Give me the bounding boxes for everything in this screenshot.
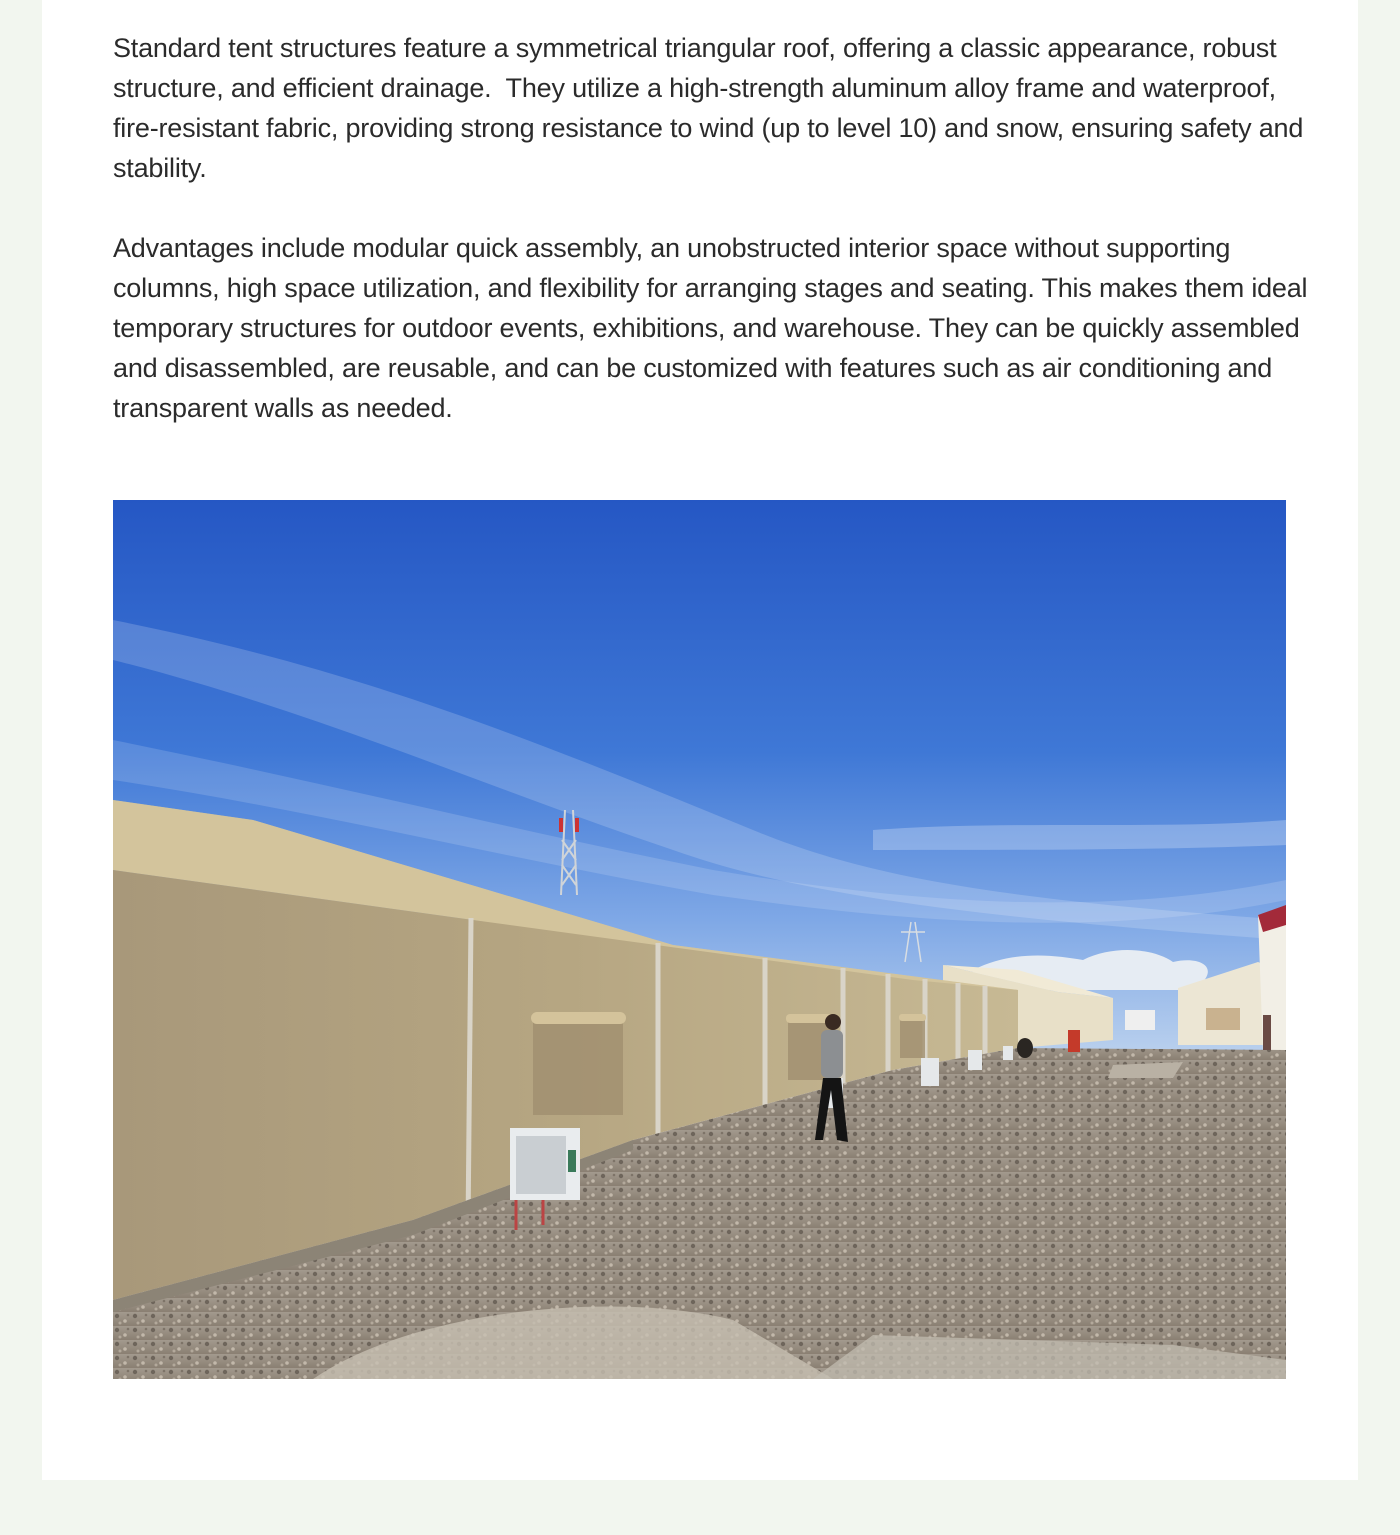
paragraph-structure: Standard tent structures feature a symmetrical triangular roof, offering a classic appearance, robust structure, and efficient drainage. They utilize a high-strength aluminum alloy frame and waterproof, fire-resistant fabric, providing strong resistance to wind (up to level 10) and snow, ensuring safety and stability. bbox=[113, 33, 1311, 183]
tent-photo bbox=[113, 500, 1286, 1379]
content-card bbox=[42, 0, 1358, 1480]
paragraph-advantages: Advantages include modular quick assembly, an unobstructed interior space without supporting columns, high space utilization, and flexibility for arranging stages and seating. This makes them ideal temporary structures for outdoor events, exhibitions, and warehouse. They can be quickly assembled and disassembled, are reusable, and can be customized with features such as air conditioning and transparent walls as needed. bbox=[113, 233, 1315, 423]
article-text bbox=[113, 28, 1313, 468]
